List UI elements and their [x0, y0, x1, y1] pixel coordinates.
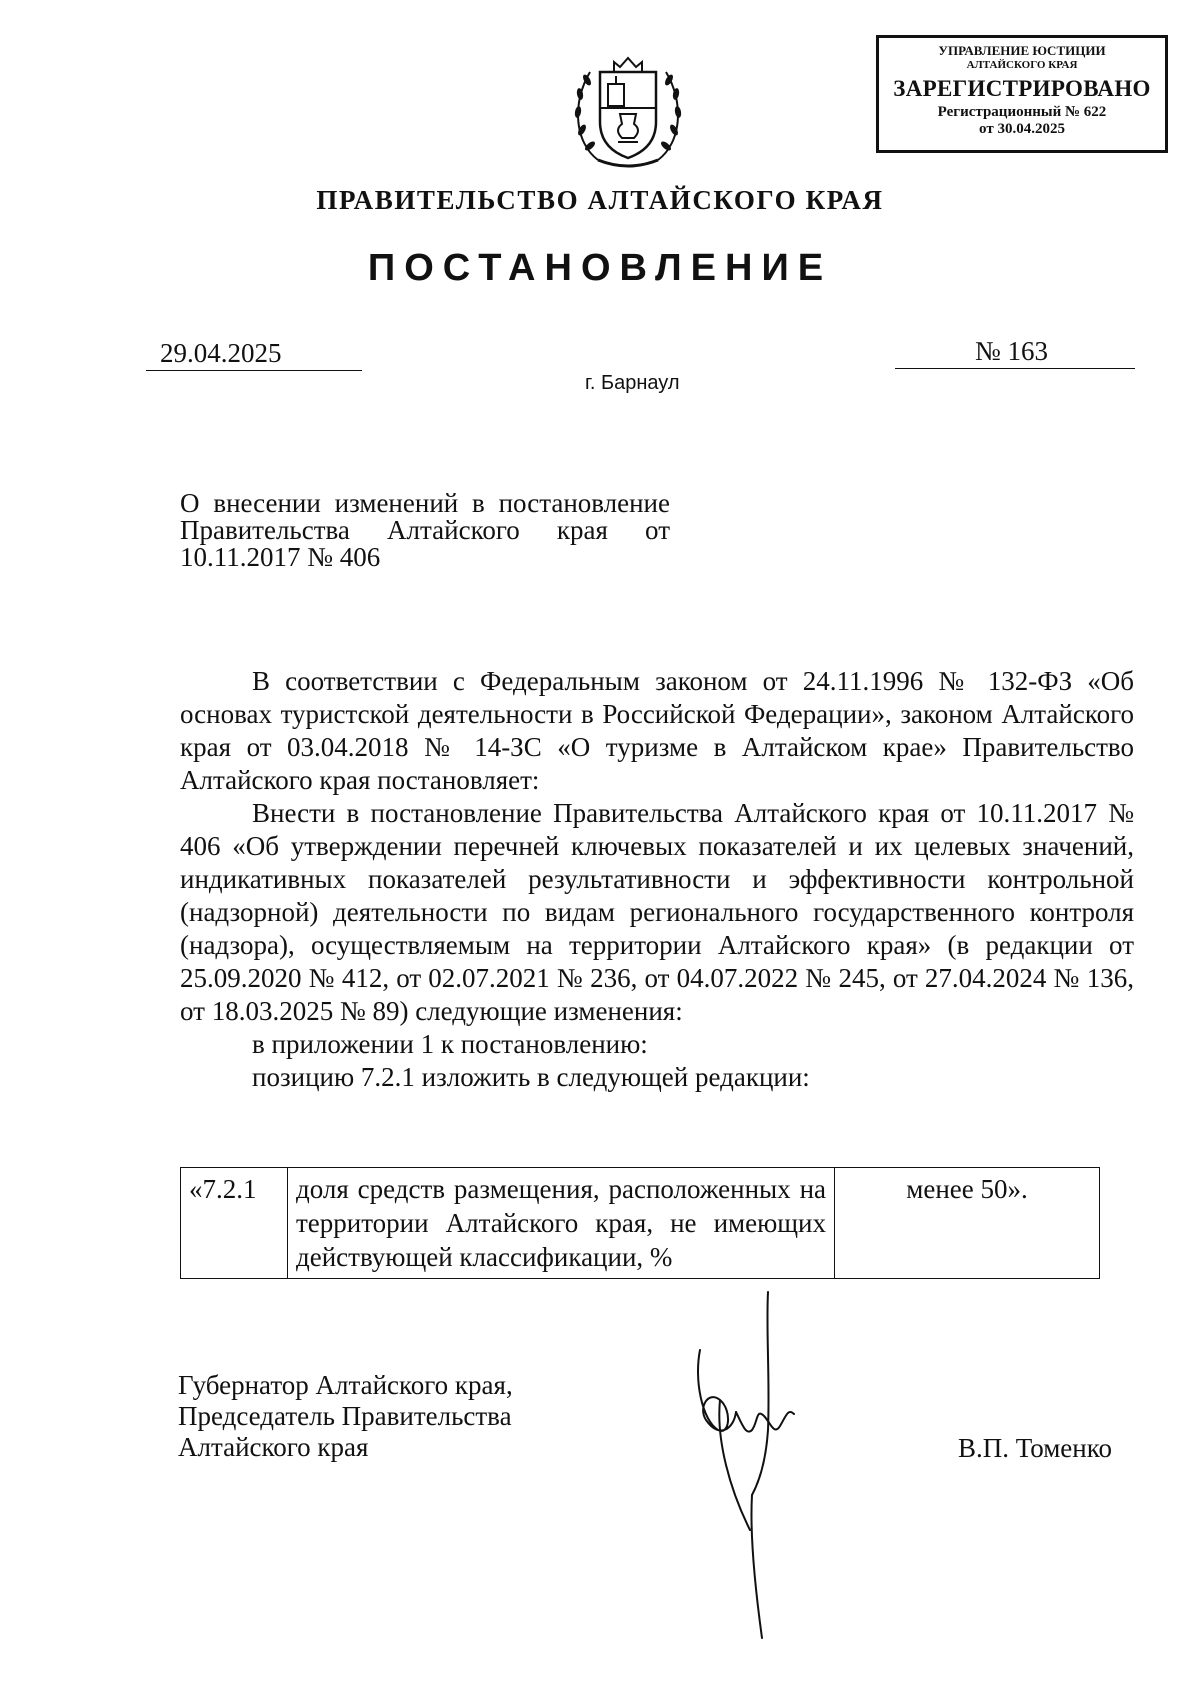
subject-line: О внесении изменений в постановление [180, 488, 670, 518]
coat-of-arms-icon [568, 50, 688, 172]
document-number: № 163 [975, 336, 1049, 366]
position-code-cell: «7.2.1 [181, 1168, 288, 1279]
document-type-title: ПОСТАНОВЛЕНИЕ [367, 247, 833, 289]
target-value-cell: менее 50». [835, 1168, 1100, 1279]
document-date: 29.04.2025 [160, 338, 282, 368]
stamp-status: ЗАРЕГИСТРИРОВАНО [893, 75, 1151, 101]
document-city: г. Барнаул [585, 372, 680, 394]
signatory-name: В.П. Томенко [958, 1433, 1112, 1463]
signatory-title-line: Председатель Правительства [178, 1401, 512, 1431]
date-underline [146, 370, 362, 371]
indicator-description-cell: доля средств размещения, расположенных на территории Алтайского края, не имеющих действующей классификации, % [288, 1168, 835, 1279]
amendment-item-2: позицию 7.2.1 изложить в следующей редакции: [252, 1062, 810, 1092]
signatory-title [178, 1370, 513, 1463]
table-row [181, 1168, 1100, 1279]
decision-paragraph: Внести в постановление Правительства Алтайского края от 10.11.2017 № 406 «Об утверждении перечней ключевых показателей и их целевых значений, индикативных показателей результативности и эффективности контрольной (надзорной) деятельности по видам регионального государственного контроля (надзора), осуществляемым на территории Алтайского края» (в редакции от 25.09.2020 № 412, от 02.07.2021 № 236, от 04.07.2022 № 245, от 27.04.2024 № 136, от 18.03.2025 № 89) следующие изменения: [180, 798, 1134, 1026]
stamp-line-2: АЛТАЙСКОГО КРАЯ [966, 58, 1078, 71]
government-name: ПРАВИТЕЛЬСТВО АЛТАЙСКОГО КРАЯ [316, 185, 884, 215]
stamp-reg-number: Регистрационный № 622 [937, 104, 1107, 121]
preamble-paragraph: В соответствии с Федеральным законом от 24.11.1996 № 132-ФЗ «Об основах туристской деятельности в Российской Федерации», законом Алтайского края от 03.04.2018 № 14-ЗС «О туризме в Алтайском крае» Правительство Алтайского края постановляет: [180, 666, 1134, 795]
registration-stamp [876, 35, 1168, 153]
subject-line: Правительства Алтайского края от [180, 515, 670, 545]
signatory-title-line: Губернатор Алтайского края, [178, 1370, 513, 1400]
stamp-reg-date: от 30.04.2025 [979, 121, 1065, 138]
number-underline [895, 368, 1135, 369]
signatory-title-line: Алтайского края [178, 1432, 369, 1462]
subject-line: 10.11.2017 № 406 [180, 542, 381, 572]
handwritten-signature-icon [690, 1290, 820, 1640]
stamp-line-1: УПРАВЛЕНИЕ ЮСТИЦИИ [938, 43, 1106, 58]
document-body [180, 665, 1134, 1094]
amendment-table [180, 1167, 1100, 1279]
document-subject [180, 490, 670, 571]
amendment-item-1: в приложении 1 к постановлению: [252, 1029, 648, 1059]
